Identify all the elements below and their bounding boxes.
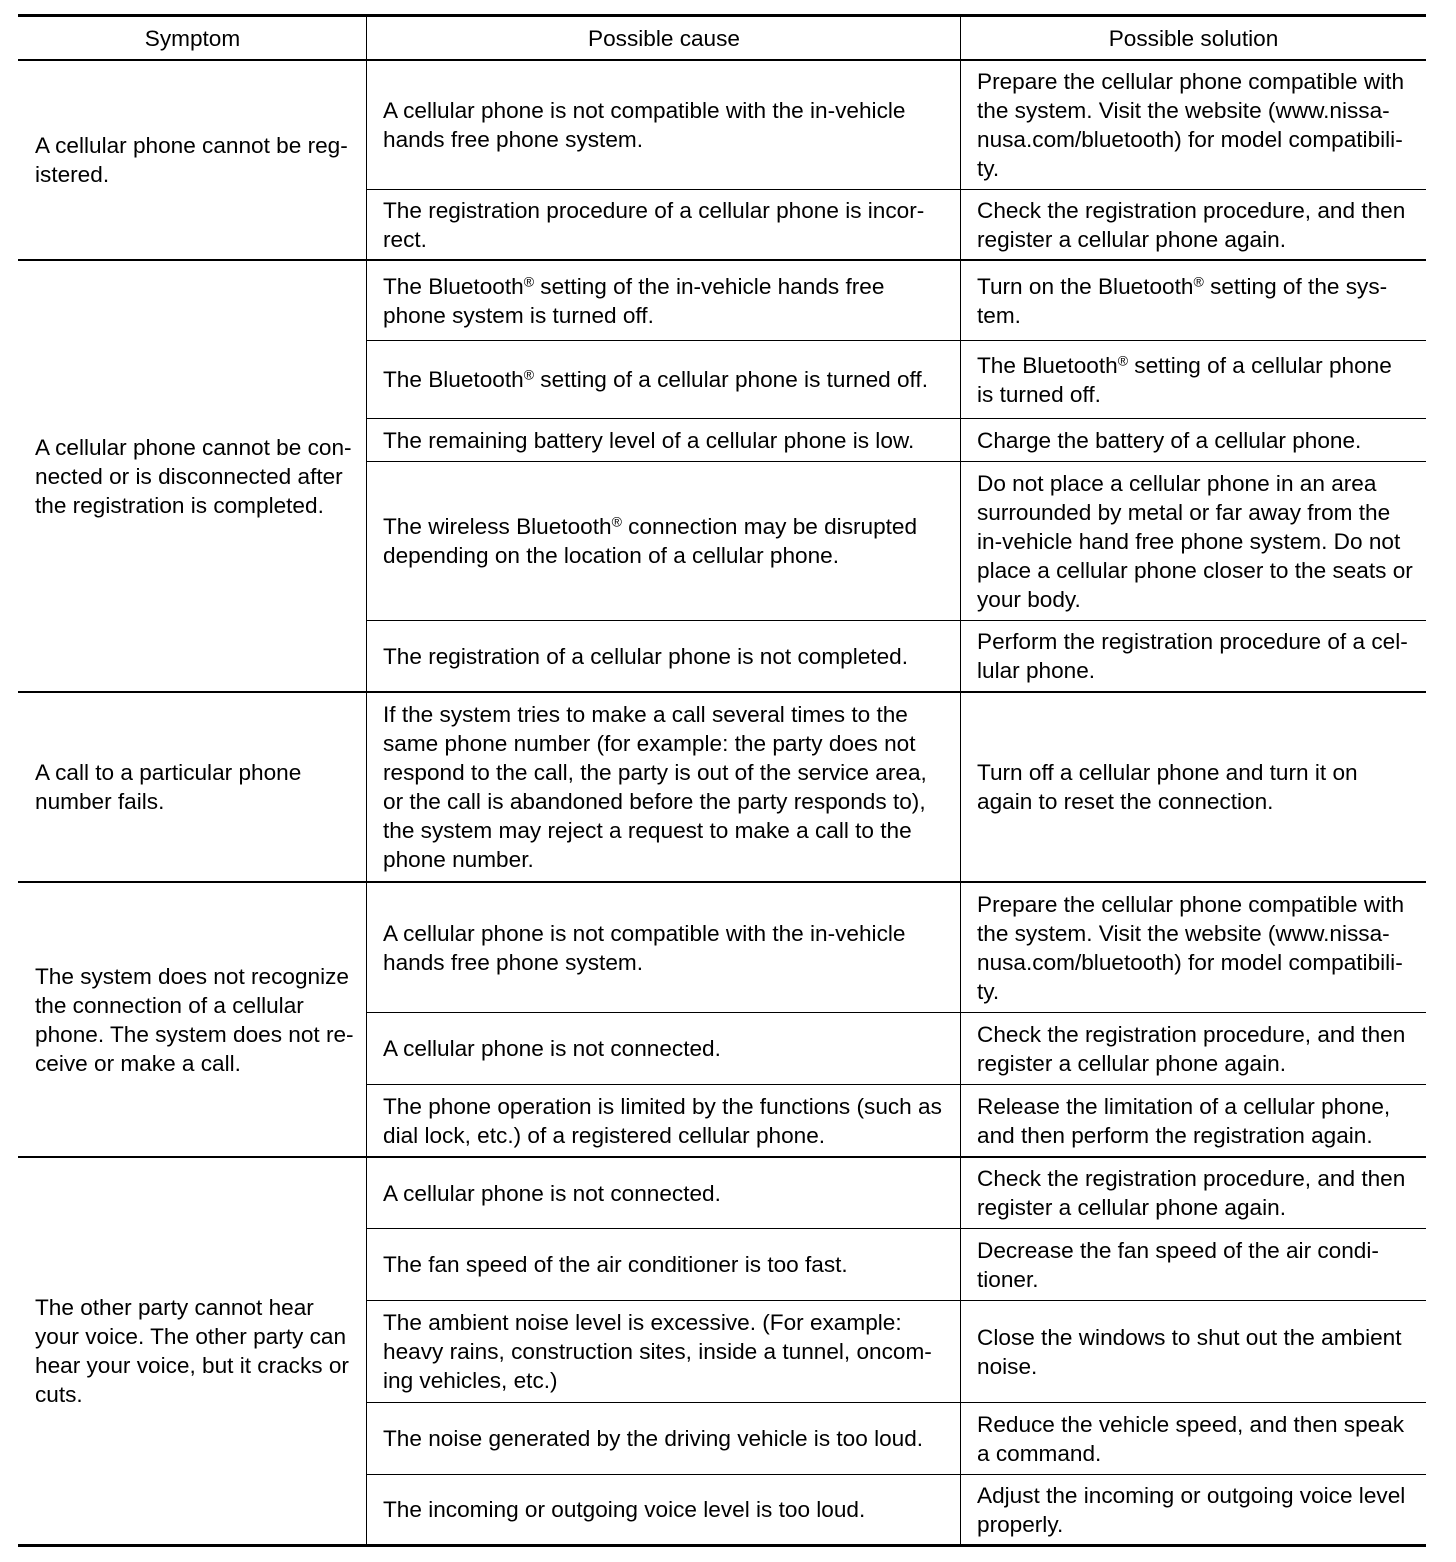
solution-cell <box>961 1403 1426 1474</box>
header-cause: Possible cause <box>588 25 740 51</box>
solution-cell <box>961 261 1426 340</box>
cause-cell <box>367 419 961 461</box>
solution-text: Release the limitation of a cellular phone, and then perform the registration again. <box>977 1093 1391 1148</box>
symptom-text: A call to a particular phone number fails. <box>35 760 302 814</box>
solution-cell <box>961 1085 1426 1156</box>
cause-cell <box>367 341 961 418</box>
symptom-text: A cellular phone cannot be reg- istered. <box>35 133 348 187</box>
cause-text: The ambient noise level is excessive. (For example: heavy rains, construction sites, inside a tunnel, oncom- ing vehicles, etc.) <box>383 1310 932 1393</box>
solution-text: Close the windows to shut out the ambient noise. <box>977 1324 1402 1379</box>
cause-cell <box>367 190 961 259</box>
cause-text: The wireless Bluetooth® connection may be disrupted depending on the location of a cellular phone. <box>383 513 918 568</box>
solution-cell <box>961 1158 1426 1228</box>
solution-cell <box>961 341 1426 418</box>
cause-text: The registration procedure of a cellular phone is incor- rect. <box>383 197 925 252</box>
solution-cell <box>961 1475 1426 1544</box>
symptom-cell <box>18 693 367 881</box>
header-solution: Possible solution <box>1108 25 1279 51</box>
solution-text: Turn on the Bluetooth® setting of the sys- tem. <box>977 272 1388 328</box>
cause-text: If the system tries to make a call several times to the same phone number (for example: the party does not respond to the call, the party is out of the service area, or the call is abandoned before the party responds to), the system may reject a request to make a call to the phone number. <box>383 702 927 872</box>
cause-cell <box>367 693 961 881</box>
solution-text: Reduce the vehicle speed, and then speak a command. <box>977 1411 1405 1466</box>
cause-text: The incoming or outgoing voice level is too loud. <box>383 1497 866 1522</box>
solution-cell <box>961 462 1426 620</box>
header-cell-cause <box>367 17 961 59</box>
symptom-cell <box>18 261 367 691</box>
cause-cell <box>367 1301 961 1402</box>
solution-cell <box>961 1301 1426 1402</box>
solution-text: Check the registration procedure, and then register a cellular phone again. <box>977 197 1406 252</box>
symptom-cell <box>18 61 367 259</box>
header-cell-symptom <box>18 17 367 59</box>
cause-text: The registration of a cellular phone is not completed. <box>383 643 908 669</box>
cause-text: The fan speed of the air conditioner is too fast. <box>383 1252 848 1277</box>
solution-text: Prepare the cellular phone compatible with the system. Visit the website (www.nissa- nusa.com/bluetooth) for model compatibili- ty. <box>977 69 1405 181</box>
cause-cell <box>367 1475 961 1544</box>
solution-cell <box>961 419 1426 461</box>
cause-text: The noise generated by the driving vehicle is too loud. <box>383 1426 924 1451</box>
cause-cell <box>367 462 961 620</box>
registered-mark: ® <box>523 272 535 289</box>
cause-text: The Bluetooth® setting of a cellular phone is turned off. <box>383 366 928 392</box>
solution-text: Turn off a cellular phone and turn it on again to reset the connection. <box>977 760 1358 814</box>
cause-text: A cellular phone is not connected. <box>383 1180 721 1206</box>
cause-cell <box>367 621 961 691</box>
cause-cell <box>367 1013 961 1084</box>
solution-text: Perform the registration procedure of a cel- lular phone. <box>977 629 1408 683</box>
solution-text: Adjust the incoming or outgoing voice level properly. <box>977 1482 1406 1537</box>
solution-text: Do not place a cellular phone in an area surrounded by metal or far away from the in-vehicle hand free phone system. Do not place a cellular phone closer to the seats or your body. <box>977 470 1413 612</box>
solution-text: The Bluetooth® setting of a cellular phone is turned off. <box>977 351 1392 407</box>
solution-text: Decrease the fan speed of the air condi- tioner. <box>977 1237 1379 1292</box>
solution-text: Check the registration procedure, and then register a cellular phone again. <box>977 1021 1406 1076</box>
cause-text: The phone operation is limited by the functions (such as dial lock, etc.) of a registered cellular phone. <box>383 1093 942 1148</box>
solution-text: Charge the battery of a cellular phone. <box>977 427 1362 453</box>
solution-cell <box>961 61 1426 189</box>
cause-cell <box>367 1229 961 1300</box>
cause-cell <box>367 261 961 340</box>
solution-text: Prepare the cellular phone compatible with the system. Visit the website (www.nissa- nusa.com/bluetooth) for model compatibili- ty. <box>977 891 1405 1004</box>
cause-cell <box>367 1085 961 1156</box>
cause-text: A cellular phone is not compatible with the in-vehicle hands free phone system. <box>383 98 906 152</box>
symptom-text: The other party cannot hear your voice. The other party can hear your voice, but it cracks or cuts. <box>35 1295 349 1407</box>
cause-cell <box>367 1403 961 1474</box>
cause-text: A cellular phone is not compatible with the in-vehicle hands free phone system. <box>383 920 906 975</box>
registered-mark: ® <box>611 513 622 530</box>
symptom-text: The system does not recognize the connection of a cellular phone. The system does not re- ceive or make a call. <box>35 963 354 1076</box>
cause-text: The remaining battery level of a cellular phone is low. <box>383 427 915 453</box>
symptom-text: A cellular phone cannot be con- nected or is disconnected after the registration is completed. <box>35 434 352 518</box>
header-symptom: Symptom <box>144 25 241 51</box>
registered-mark: ® <box>1193 272 1204 289</box>
solution-cell <box>961 1229 1426 1300</box>
cause-cell <box>367 61 961 189</box>
solution-cell <box>961 190 1426 259</box>
cause-text: The Bluetooth® setting of the in-vehicle hands free phone system is turned off. <box>383 272 885 328</box>
cause-text: A cellular phone is not connected. <box>383 1036 721 1061</box>
solution-text: Check the registration procedure, and then register a cellular phone again. <box>977 1166 1406 1220</box>
registered-mark: ® <box>1117 351 1129 368</box>
symptom-cell <box>18 1158 367 1544</box>
solution-cell <box>961 693 1426 881</box>
solution-cell <box>961 1013 1426 1084</box>
header-cell-solution <box>961 17 1426 59</box>
cause-cell <box>367 1158 961 1228</box>
registered-mark: ® <box>523 366 535 383</box>
table-bottom-rule <box>18 1544 1426 1547</box>
cause-cell <box>367 883 961 1012</box>
solution-cell <box>961 621 1426 691</box>
solution-cell <box>961 883 1426 1012</box>
symptom-cell <box>18 883 367 1156</box>
